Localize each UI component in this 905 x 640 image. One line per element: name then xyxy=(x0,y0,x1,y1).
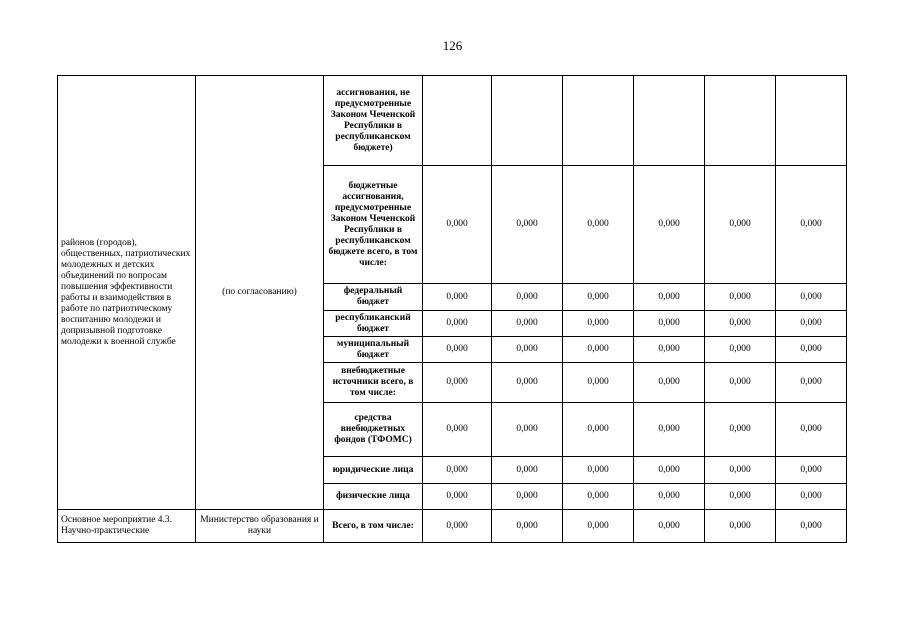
value-cell: 0,000 xyxy=(492,311,563,337)
value-cell: 0,000 xyxy=(776,484,847,510)
value-cell: 0,000 xyxy=(492,484,563,510)
value-cell: 0,000 xyxy=(776,457,847,484)
value-cell: 0,000 xyxy=(634,403,705,457)
funding-source-cell: муниципальный бюджет xyxy=(324,337,423,363)
value-cell: 0,000 xyxy=(423,363,492,403)
activity-description: районов (городов), общественных, патриотических молодежных и детских объединений по вопросам повышения эффективности работы и взаимодействия в работе по патриотическому воспитанию молодежи и допризывной подготовке молодежи к военной службе xyxy=(58,76,196,510)
value-cell: 0,000 xyxy=(492,166,563,284)
value-cell: 0,000 xyxy=(423,510,492,543)
funding-source-cell: внебюджетные источники всего, в том числе: xyxy=(324,363,423,403)
value-cell: 0,000 xyxy=(492,363,563,403)
value-cell xyxy=(423,76,492,166)
value-cell: 0,000 xyxy=(492,337,563,363)
value-cell: 0,000 xyxy=(705,484,776,510)
value-cell: 0,000 xyxy=(776,363,847,403)
value-cell: 0,000 xyxy=(492,510,563,543)
table-row xyxy=(58,76,847,166)
table-row xyxy=(58,510,847,543)
value-cell: 0,000 xyxy=(634,363,705,403)
value-cell: 0,000 xyxy=(423,311,492,337)
value-cell: 0,000 xyxy=(634,166,705,284)
value-cell: 0,000 xyxy=(423,484,492,510)
value-cell: 0,000 xyxy=(705,363,776,403)
value-cell: 0,000 xyxy=(563,403,634,457)
value-cell: 0,000 xyxy=(705,284,776,311)
value-cell: 0,000 xyxy=(705,337,776,363)
value-cell: 0,000 xyxy=(705,457,776,484)
activity-description: Основное мероприятие 4.3. Научно-практические xyxy=(58,510,196,543)
value-cell: 0,000 xyxy=(492,284,563,311)
budget-table xyxy=(57,75,847,543)
value-cell: 0,000 xyxy=(563,337,634,363)
value-cell: 0,000 xyxy=(705,403,776,457)
value-cell xyxy=(563,76,634,166)
value-cell: 0,000 xyxy=(563,166,634,284)
value-cell: 0,000 xyxy=(423,337,492,363)
value-cell: 0,000 xyxy=(705,311,776,337)
value-cell: 0,000 xyxy=(423,403,492,457)
value-cell: 0,000 xyxy=(423,284,492,311)
page-number: 126 xyxy=(442,38,463,53)
value-cell: 0,000 xyxy=(423,166,492,284)
funding-source-cell: ассигнования, не предусмотренные Законом Чеченской Республики в республиканском бюджете) xyxy=(324,76,423,166)
value-cell xyxy=(634,76,705,166)
value-cell: 0,000 xyxy=(563,510,634,543)
funding-source-cell: средства внебюджетных фондов (ТФОМС) xyxy=(324,403,423,457)
funding-source-cell: федеральный бюджет xyxy=(324,284,423,311)
value-cell: 0,000 xyxy=(776,510,847,543)
value-cell: 0,000 xyxy=(705,510,776,543)
value-cell: 0,000 xyxy=(563,311,634,337)
value-cell xyxy=(705,76,776,166)
funding-source-cell: Всего, в том числе: xyxy=(324,510,423,543)
value-cell: 0,000 xyxy=(776,337,847,363)
value-cell xyxy=(776,76,847,166)
funding-source-cell: юридические лица xyxy=(324,457,423,484)
value-cell: 0,000 xyxy=(423,457,492,484)
value-cell: 0,000 xyxy=(776,403,847,457)
value-cell: 0,000 xyxy=(492,403,563,457)
value-cell: 0,000 xyxy=(705,166,776,284)
value-cell: 0,000 xyxy=(634,457,705,484)
table-body xyxy=(58,76,847,543)
value-cell: 0,000 xyxy=(776,311,847,337)
executor-cell: Министерство образования и науки xyxy=(196,510,324,543)
value-cell: 0,000 xyxy=(634,510,705,543)
value-cell: 0,000 xyxy=(634,311,705,337)
value-cell: 0,000 xyxy=(563,284,634,311)
executor-cell: (по согласованию) xyxy=(196,76,324,510)
value-cell: 0,000 xyxy=(634,484,705,510)
value-cell: 0,000 xyxy=(563,457,634,484)
funding-source-cell: республиканский бюджет xyxy=(324,311,423,337)
value-cell: 0,000 xyxy=(634,284,705,311)
value-cell: 0,000 xyxy=(563,363,634,403)
value-cell: 0,000 xyxy=(563,484,634,510)
funding-source-cell: бюджетные ассигнования, предусмотренные Законом Чеченской Республики в республиканском бюджете всего, в том числе: xyxy=(324,166,423,284)
value-cell: 0,000 xyxy=(776,166,847,284)
value-cell: 0,000 xyxy=(634,337,705,363)
value-cell: 0,000 xyxy=(776,284,847,311)
value-cell: 0,000 xyxy=(492,457,563,484)
value-cell xyxy=(492,76,563,166)
funding-source-cell: физические лица xyxy=(324,484,423,510)
